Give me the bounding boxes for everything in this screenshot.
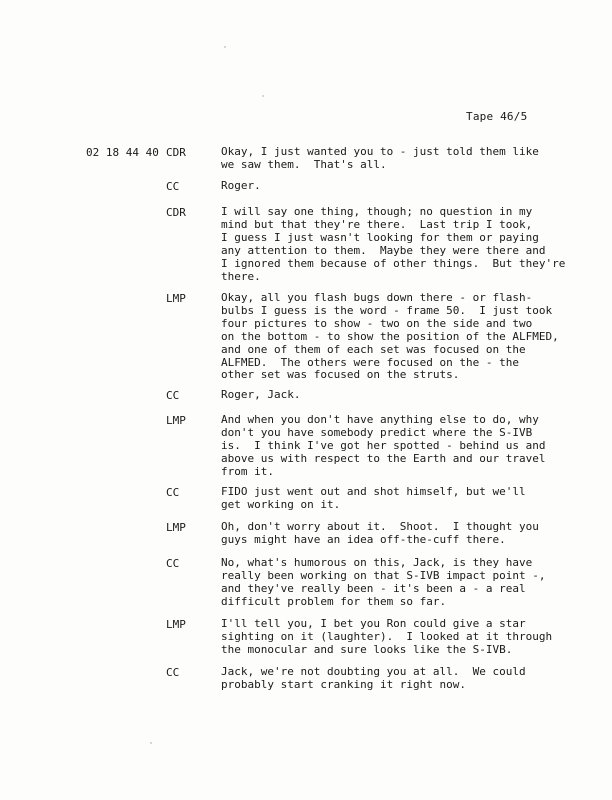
speaker-label: CC (166, 486, 180, 499)
speaker-label: CDR (166, 146, 186, 159)
speaker-label: LMP (166, 414, 186, 427)
transcript-text: I'll tell you, I bet you Ron could give a star sighting on it (laughter). I looked at it through the monocular and sure looks like the S-IVB. (221, 617, 553, 656)
transcript-text: I will say one thing, though; no question in my mind but that they're there. Last trip I took, I guess I just wasn't looking for them or paying any attention to them. Maybe they were there and I ignored them because of other things. But they're there. (221, 205, 566, 283)
speaker-label: LMP (166, 292, 186, 305)
timestamp: 02 18 44 40 (86, 146, 159, 159)
speaker-label: CC (166, 180, 180, 193)
transcript-text: Roger, Jack. (221, 388, 301, 401)
paper-speck (150, 742, 152, 744)
transcript-text: No, what's humorous on this, Jack, is they have really been working on that S-IVB impact point -, and they've really been - it's been a - a real difficult problem for them so far. (221, 556, 546, 608)
paper-speck (224, 46, 226, 48)
tape-number: Tape 46/5 (466, 110, 528, 123)
transcript-text: Okay, all you flash bugs down there - or flash- bulbs I guess is the word - frame 50. I just took four pictures to show - two on the side and two on the bottom - to show the position of the ALFMED, and one of them of each set was focused on the ALFMED. The others were focused on the - the other set was focused on the struts. (221, 291, 559, 382)
speaker-label: CDR (166, 206, 186, 219)
speaker-label: LMP (166, 618, 186, 631)
transcript-text: FIDO just went out and shot himself, but we'll get working on it. (221, 485, 526, 511)
speaker-label: LMP (166, 521, 186, 534)
paper-speck (262, 95, 264, 97)
transcript-text: And when you don't have anything else to do, why don't you have somebody predict where the S-IVB is. I think I've got her spotted - behind us and above us with respect to the Earth and our travel from it. (221, 413, 546, 478)
transcript-text: Oh, don't worry about it. Shoot. I thought you guys might have an idea off-the-cuff there. (221, 520, 539, 546)
speaker-label: CC (166, 557, 180, 570)
transcript-text: Roger. (221, 179, 261, 192)
transcript-text: Jack, we're not doubting you at all. We could probably start cranking it right now. (221, 665, 526, 691)
speaker-label: CC (166, 666, 180, 679)
transcript-text: Okay, I just wanted you to - just told them like we saw them. That's all. (221, 145, 539, 171)
speaker-label: CC (166, 389, 180, 402)
